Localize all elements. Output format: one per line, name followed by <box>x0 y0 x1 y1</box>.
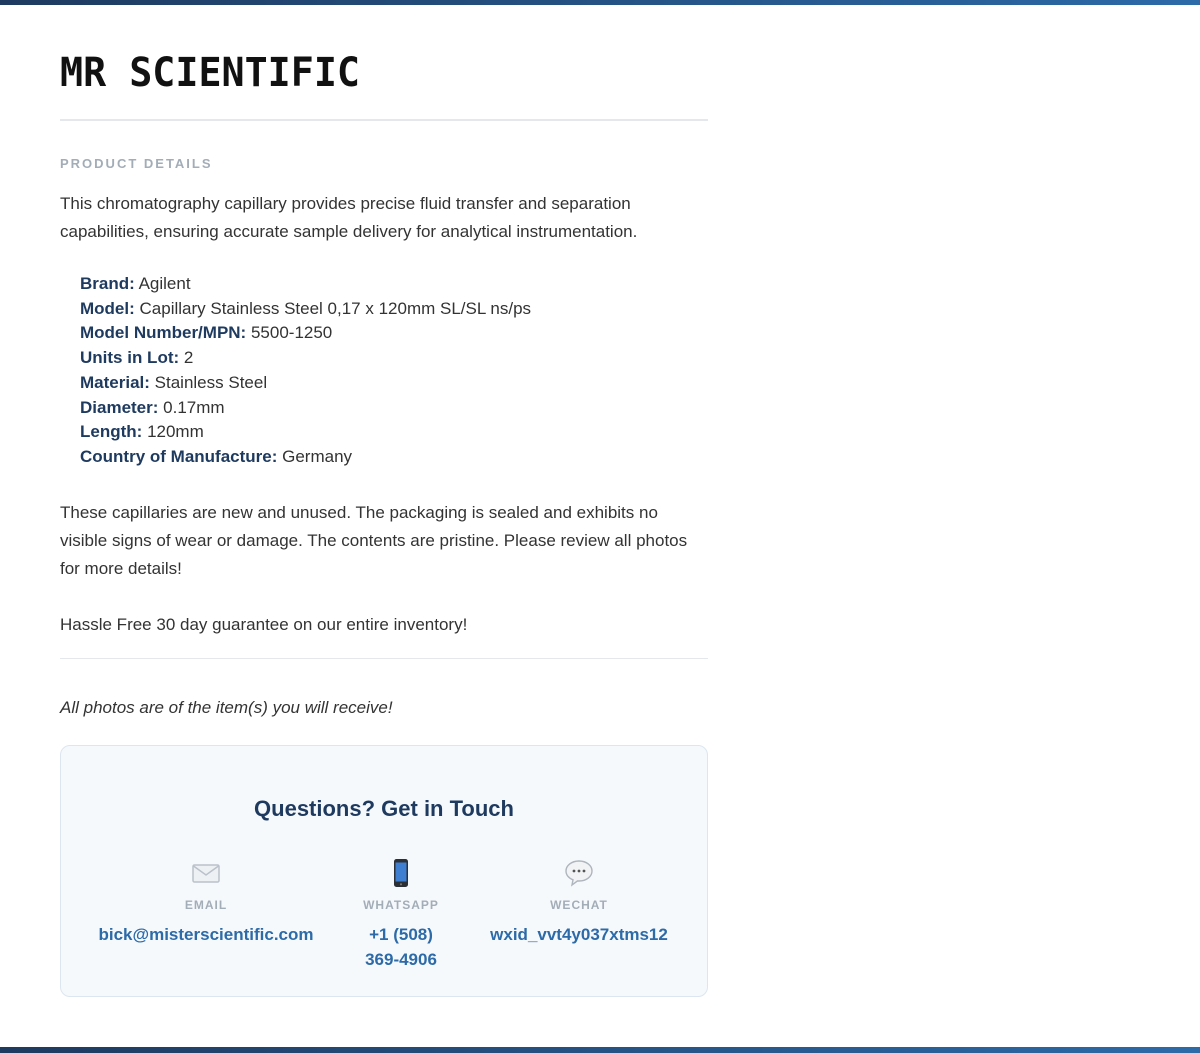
spec-item <box>80 272 531 297</box>
brand-logo-text: MR SCIENTIFIC <box>60 50 360 92</box>
spec-key: Units in Lot: <box>80 348 180 368</box>
spec-value: 5500-1250 <box>250 323 333 343</box>
speech-bubble-icon <box>564 858 594 888</box>
envelope-icon <box>191 858 221 888</box>
spec-key: Length: <box>80 422 143 442</box>
contact-title: Questions? Get in Touch <box>254 796 514 821</box>
spec-item <box>80 346 531 371</box>
spec-item <box>80 445 531 470</box>
header-divider <box>60 119 708 121</box>
spec-item <box>80 420 531 445</box>
product-description: This chromatography capillary provides precise fluid transfer and separation capabilities, ensuring accurate sample delivery for analytical instrumentation. <box>60 194 638 241</box>
spec-key: Country of Manufacture: <box>80 446 278 466</box>
whatsapp-number-line1: +1 (508) <box>369 925 433 944</box>
spec-key: Brand: <box>80 274 135 293</box>
spec-item <box>80 297 531 322</box>
spec-key: Diameter: <box>80 397 159 417</box>
content-divider <box>60 658 708 659</box>
contact-email <box>91 858 321 947</box>
contact-label: WECHAT <box>550 898 608 912</box>
condition-text: These capillaries are new and unused. The packaging is sealed and exhibits no visible signs of wear or damage. The contents are pristine. Please review all photos for more details! <box>60 503 688 578</box>
spec-list <box>80 272 531 470</box>
contact-label: EMAIL <box>184 898 228 912</box>
spec-value: Germany <box>282 446 353 466</box>
spec-value: Agilent <box>138 274 191 293</box>
spec-key: Model: <box>80 298 135 318</box>
guarantee-text: Hassle Free 30 day guarantee on our entire inventory! <box>60 615 468 634</box>
top-accent-bar <box>0 0 1200 5</box>
spec-item <box>80 321 531 346</box>
wechat-link[interactable]: wxid_vvt4y037xtms12 <box>490 925 668 944</box>
spec-value: Capillary Stainless Steel 0,17 x 120mm SL/SL ns/ps <box>139 298 532 318</box>
spec-key: Material: <box>80 372 150 392</box>
section-label: PRODUCT DETAILS <box>60 156 213 171</box>
contact-wechat <box>479 858 679 947</box>
spec-item <box>80 396 531 421</box>
whatsapp-number-line2: 369-4906 <box>365 950 437 969</box>
spec-value: Stainless Steel <box>154 372 268 392</box>
spec-value: 2 <box>183 348 194 368</box>
whatsapp-link[interactable] <box>351 922 451 972</box>
bottom-accent-bar <box>0 1047 1200 1053</box>
spec-key: Model Number/MPN: <box>80 323 247 343</box>
contact-label: WHATSAPP <box>363 898 439 912</box>
photos-note: All photos are of the item(s) you will receive! <box>60 698 393 717</box>
spec-item <box>80 371 531 396</box>
brand-logo <box>60 50 360 92</box>
email-link[interactable]: bick@misterscientific.com <box>98 925 314 944</box>
contact-whatsapp <box>351 858 451 972</box>
phone-icon <box>386 858 416 888</box>
contact-card <box>60 745 708 997</box>
spec-value: 0.17mm <box>163 397 225 417</box>
spec-value: 120mm <box>147 422 204 442</box>
